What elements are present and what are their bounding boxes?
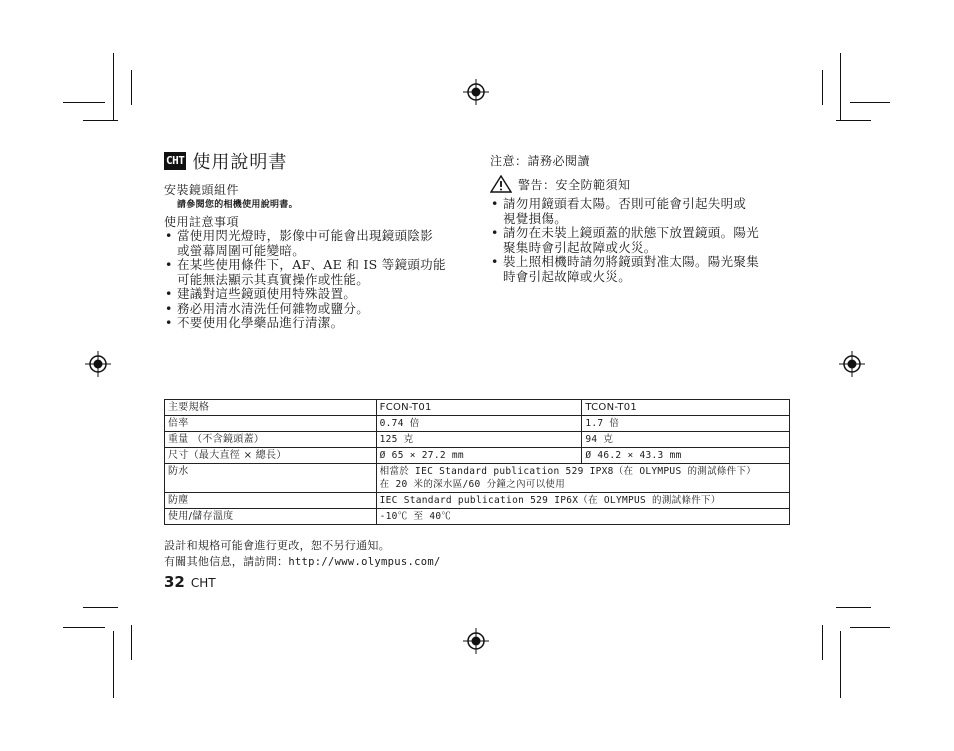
- table-row: [165, 432, 790, 448]
- table-cell: Ø 46.2 × 43.3 mm: [582, 448, 790, 464]
- list-item-line: 當使用閃光燈時，影像中可能會出現鏡頭陰影: [177, 228, 434, 243]
- registration-mark-icon: [839, 351, 865, 377]
- table-cell-merged: -10℃ 至 40℃: [376, 509, 789, 525]
- crop-mark: [63, 102, 105, 103]
- spec-table: [164, 399, 790, 525]
- list-item-line: 時會引起故障或火災。: [503, 268, 632, 284]
- crop-mark: [131, 70, 132, 105]
- list-item-line: 請勿在未裝上鏡頭蓋的狀態下放置鏡頭。陽光: [503, 225, 760, 240]
- list-item: • 建議對這些鏡頭使用特殊設置。: [165, 286, 357, 301]
- crop-mark: [850, 627, 890, 628]
- page-title: [164, 150, 287, 172]
- table-cell-label: 倍率: [165, 416, 377, 432]
- list-item-line: 視覺損傷。: [503, 210, 568, 226]
- language-badge: CHT: [164, 152, 186, 170]
- crop-mark: [83, 607, 118, 608]
- more-info-label: 有關其他信息，請訪問：: [164, 555, 289, 568]
- table-cell-label: 尺寸（最大直徑 × 總長）: [165, 448, 377, 464]
- table-cell: 125 克: [376, 432, 582, 448]
- section-heading-precautions: 使用註意事項: [164, 215, 240, 229]
- list-item-line: 在某些使用條件下，AF、AE 和 IS 等鏡頭功能: [177, 257, 446, 272]
- table-cell-merged: IEC Standard publication 529 IP6X（在 OLYMPUS 的測試條件下）: [376, 493, 789, 509]
- table-cell: 1.7 倍: [582, 416, 790, 432]
- crop-mark: [836, 607, 871, 608]
- table-cell-label: 防水: [165, 464, 377, 493]
- crop-mark: [113, 631, 114, 698]
- table-cell-label: 使用/儲存溫度: [165, 509, 377, 525]
- table-header-cell: TCON-T01: [582, 400, 790, 416]
- page-footer: [164, 572, 216, 591]
- list-item-line: 聚集時會引起故障或火災。: [503, 239, 657, 255]
- list-item: • 請勿在未裝上鏡頭蓋的狀態下放置鏡頭。陽光 聚集時會引起故障或火災。: [491, 225, 760, 255]
- page-language: CHT: [190, 576, 216, 590]
- table-cell: 0.74 倍: [376, 416, 582, 432]
- table-cell-label: 重量 （不含鏡頭蓋）: [165, 432, 377, 448]
- table-row: [165, 448, 790, 464]
- crop-mark: [63, 627, 105, 628]
- warning-list: [490, 197, 800, 284]
- list-item: • 不要使用化學藥品進行清潔。: [165, 315, 344, 330]
- website-link[interactable]: http://www.olympus.com/: [288, 556, 441, 568]
- page-number: 32: [164, 573, 185, 591]
- crop-mark: [113, 53, 114, 120]
- list-item-line: 請勿用鏡頭看太陽。否則可能會引起失明或: [503, 196, 747, 211]
- section-note-install: 請參閱您的相機使用說明書。: [177, 200, 298, 210]
- warning-heading-row: [490, 175, 631, 193]
- crop-mark: [840, 631, 841, 698]
- list-item: • 務必用清水清洗任何雜物或鹽分。: [165, 300, 370, 316]
- list-item-line: 務必用清水清洗任何雜物或鹽分。: [177, 300, 370, 316]
- crop-mark: [822, 70, 823, 105]
- section-heading-install: 安裝鏡頭組件: [164, 183, 240, 197]
- table-header-cell: FCON-T01: [376, 400, 582, 416]
- table-cell-label: 防塵: [165, 493, 377, 509]
- registration-mark-icon: [463, 79, 489, 105]
- list-item-line: 或螢幕周圍可能變暗。: [177, 242, 306, 258]
- table-row: [165, 509, 790, 525]
- more-info-line: [164, 553, 441, 569]
- table-row: [165, 464, 790, 493]
- table-row: [165, 416, 790, 432]
- list-item-line: 可能無法顯示其真實操作或性能。: [177, 271, 370, 287]
- crop-mark: [850, 102, 890, 103]
- registration-mark-icon: [85, 351, 111, 377]
- registration-mark-icon: [463, 628, 489, 654]
- table-cell: 94 克: [582, 432, 790, 448]
- title-text: 使用說明書: [192, 152, 288, 173]
- notice-heading: 注意：請務必閱讀: [490, 154, 591, 168]
- crop-mark: [836, 120, 871, 121]
- table-header-row: [165, 400, 790, 416]
- table-cell-merged: [376, 464, 789, 493]
- list-item: • 在某些使用條件下，AF、AE 和 IS 等鏡頭功能 可能無法顯示其真實操作或性能。: [165, 257, 446, 287]
- list-item: • 裝上照相機時請勿將鏡頭對准太陽。陽光聚集 時會引起故障或火災。: [491, 254, 760, 284]
- crop-mark: [131, 625, 132, 660]
- table-header-cell: 主要規格: [165, 400, 377, 416]
- crop-mark: [822, 625, 823, 660]
- warning-heading: 警告：安全防範須知: [518, 178, 631, 192]
- spec-change-notice: 設計和規格可能會進行更改，恕不另行通知。: [164, 539, 390, 552]
- list-item-line: 不要使用化學藥品進行清潔。: [177, 315, 344, 330]
- table-cell: Ø 65 × 27.2 mm: [376, 448, 582, 464]
- table-row: [165, 493, 790, 509]
- waterproof-line: 相當於 IEC Standard publication 529 IPX8（在 OLYMPUS 的測試條件下）: [379, 466, 757, 477]
- list-item-line: 建議對這些鏡頭使用特殊設置。: [177, 286, 357, 301]
- waterproof-line: 在 20 米的深水區/60 分鐘之內可以使用: [379, 479, 565, 490]
- list-item: • 當使用閃光燈時，影像中可能會出現鏡頭陰影 或螢幕周圍可能變暗。: [165, 228, 434, 258]
- list-item-line: 裝上照相機時請勿將鏡頭對准太陽。陽光聚集: [503, 254, 760, 269]
- warning-triangle-icon: [490, 175, 512, 193]
- crop-mark: [83, 120, 118, 121]
- list-item: • 請勿用鏡頭看太陽。否則可能會引起失明或 視覺損傷。: [491, 196, 747, 226]
- precautions-list: [164, 229, 474, 331]
- crop-mark: [840, 53, 841, 120]
